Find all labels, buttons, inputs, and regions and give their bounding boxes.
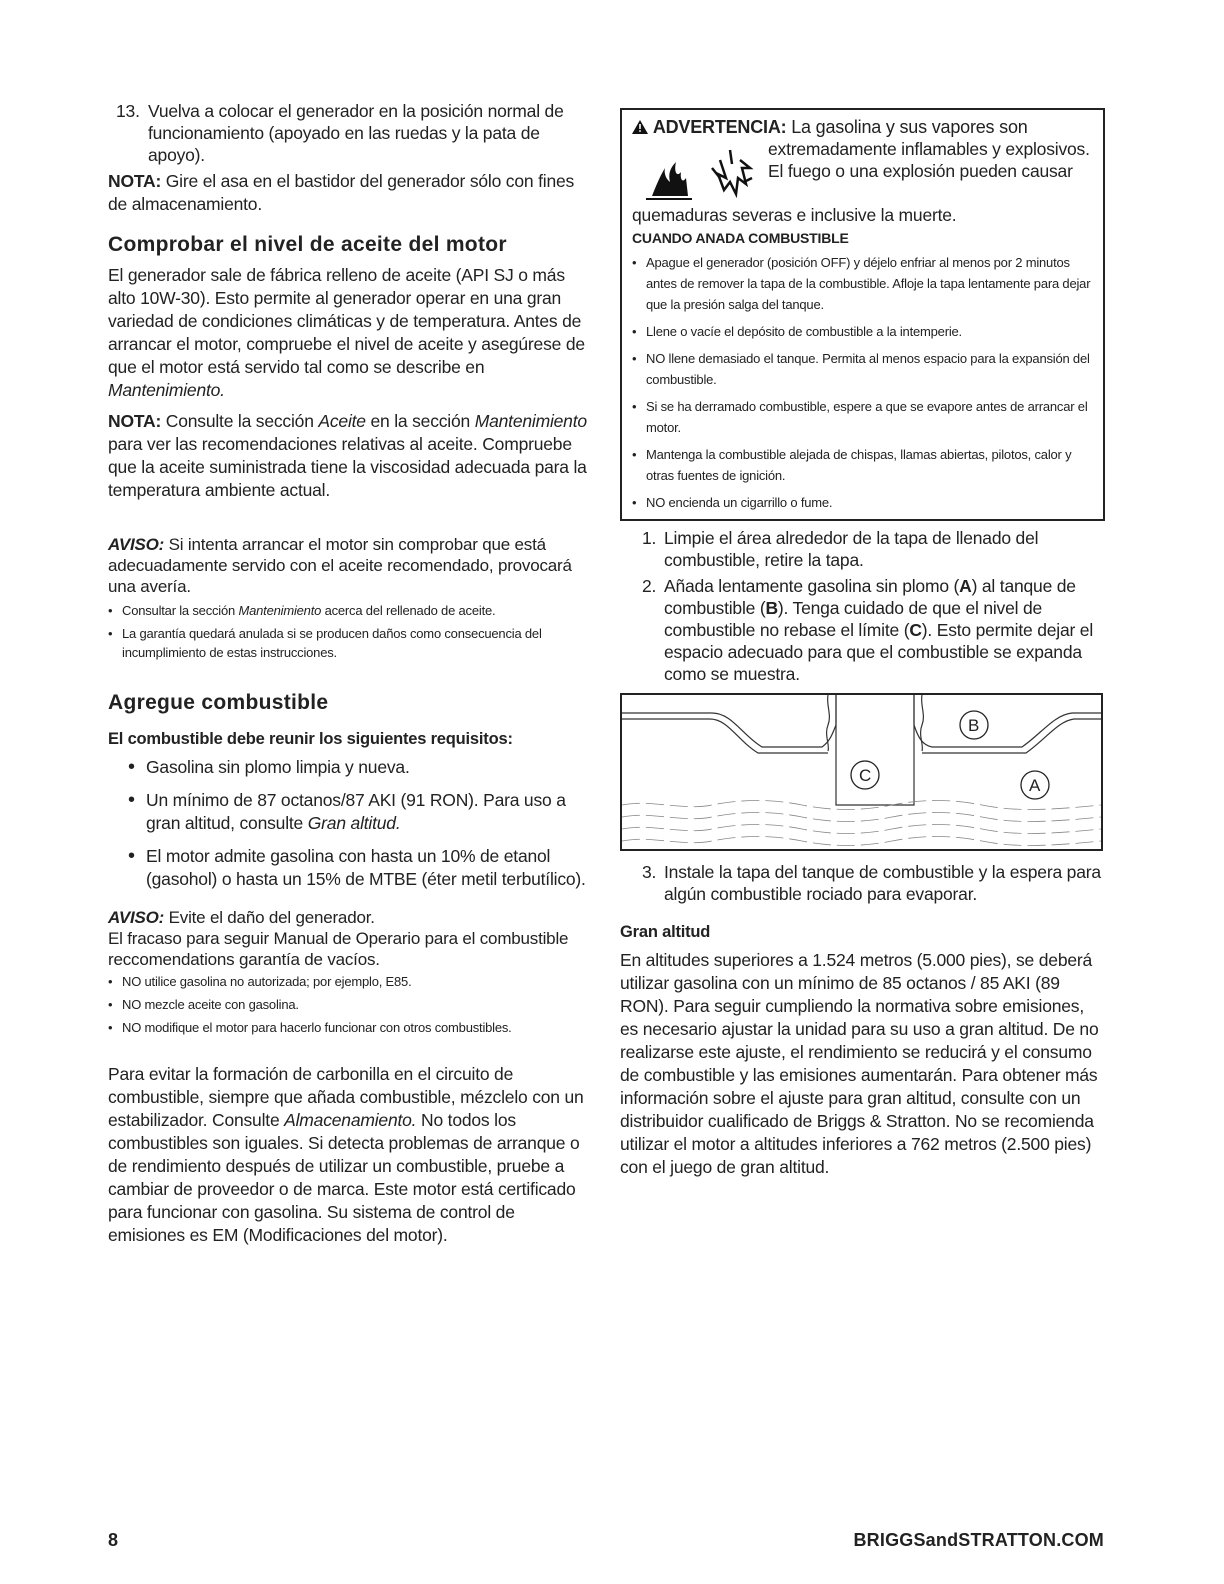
step-2	[620, 575, 1103, 685]
aviso-body: Evite el daño del generador.	[164, 908, 375, 927]
requirement-item: • Gasolina sin plomo limpia y nueva.	[108, 756, 590, 779]
warning-item: • Mantenga la combustible alejada de chispas, llamas abiertas, pilotos, calor y otras fuentes de ignición.	[632, 444, 1093, 486]
aviso-fuel-text-2: El fracaso para seguir Manual de Operario para el combustible reccomendations garantía de vacíos.	[108, 929, 569, 969]
nota-label: NOTA:	[108, 171, 162, 191]
aviso-oil-text	[108, 534, 590, 597]
label-b: B	[765, 598, 778, 618]
requirement-item: • El motor admite gasolina con hasta un 10% de etanol (gasohol) o hasta un 15% de MTBE (éter metil terbutílico).	[108, 845, 590, 891]
oil-paragraph-ref: Mantenimiento.	[108, 380, 225, 400]
heading-high-altitude: Gran altitud	[620, 923, 711, 941]
website-footer: BRIGGSandSTRATTON.COM	[853, 1530, 1104, 1550]
step-number: 1.	[642, 528, 657, 548]
warning-list	[632, 252, 1093, 513]
warning-title: ADVERTENCIA:	[652, 117, 787, 137]
nota-text: Gire el asa en el bastidor del generador sólo con fines de almacenamiento.	[108, 171, 575, 214]
aviso-bullet: • NO mezcle aceite con gasolina.	[108, 995, 590, 1014]
warning-flame-row	[632, 138, 1093, 204]
fire-hazard-icons	[632, 138, 768, 204]
step-text-1: Añada lentamente gasolina sin plomo (	[664, 576, 960, 596]
step-text: Limpie el área alrededor de la tapa de llenado del combustible, retire la tapa.	[664, 528, 1039, 570]
warning-title-text: La gasolina y sus vapores son	[786, 117, 1028, 137]
step-text: Vuelva a colocar el generador en la posición normal de funcionamiento (apoyado en las ruedas y la pata de apoyo).	[148, 101, 564, 165]
aviso-bullet-ref: Mantenimiento	[238, 603, 322, 618]
nota-1	[108, 170, 590, 216]
aviso-fuel	[108, 907, 590, 1037]
aviso-oil	[108, 534, 590, 662]
warning-box	[620, 108, 1105, 521]
step-number: 13.	[116, 101, 140, 121]
warning-subheading: CUANDO ANADA COMBUSTIBLE	[632, 230, 849, 246]
aviso-fuel-bullets	[108, 972, 590, 1037]
step-text: Instale la tapa del tanque de combustible y la espera para algún combustible rociado para evaporar.	[664, 862, 1101, 904]
nota-label: NOTA:	[108, 411, 162, 431]
nota-text-3: para ver las recomendaciones relativas al aceite. Compruebe que la aceite suministrada tiene la viscosidad adecuada para la temperatura ambiente actual.	[108, 434, 587, 500]
fuel-requirements-heading: El combustible debe reunir los siguientes requisitos:	[108, 730, 513, 748]
requirement-ref: Gran altitud.	[307, 813, 401, 833]
warning-line-4: quemaduras severas e inclusive la muerte.	[632, 205, 957, 225]
requirement-item	[108, 789, 590, 835]
fuel-requirements-list	[108, 756, 590, 891]
step-number: 3.	[642, 862, 657, 882]
step-text-3: ). Tenga cuidado de que el nivel de combustible no rebase el límite (	[664, 598, 1043, 640]
stabilizer-paragraph	[108, 1063, 590, 1247]
altitude-paragraph: En altitudes superiores a 1.524 metros (5.000 pies), se deberá utilizar gasolina con un mínimo de 85 octanos / 85 AKI (89 RON). Para seguir cumpliendo la normativa sobre emisiones, es necesario ajustar la unidad para su uso a gran altitud. De no realizarse este ajuste, el rendimiento se reducirá y el consumo de combustible y las emisiones aumentarán. Para obtener más información sobre el ajuste para gran altitud, consulte con un distribuidor cualificado de Briggs & Stratton. No se recomienda utilizar el motor a altitudes inferiores a 762 metros (2.500 pies) con el juego de gran altitud.	[620, 950, 1099, 1177]
step-3	[620, 861, 1103, 905]
step-1	[620, 527, 1103, 571]
warning-item: • Llene o vacíe el depósito de combustible a la intemperie.	[632, 321, 1093, 342]
warning-item: • NO llene demasiado el tanque. Permita al menos espacio para la expansión del combustible.	[632, 348, 1093, 390]
warning-item: • Si se ha derramado combustible, espere a que se evapore antes de arrancar el motor.	[632, 396, 1093, 438]
fuel-tank-diagram	[620, 693, 1103, 851]
aviso-bullet: • NO modifique el motor para hacerlo funcionar con otros combustibles.	[108, 1018, 590, 1037]
step-13	[108, 100, 590, 166]
explosion-icon	[712, 150, 752, 194]
label-a: A	[959, 576, 972, 596]
fire-icon	[646, 162, 692, 200]
aviso-label: AVISO:	[108, 535, 165, 554]
nota-text-2: en la sección	[365, 411, 475, 431]
stabilizer-ref: Almacenamiento.	[284, 1110, 417, 1130]
aviso-bullet-post: acerca del rellenado de aceite.	[321, 603, 496, 618]
aviso-oil-bullets	[108, 601, 590, 662]
left-column	[108, 100, 590, 1247]
warning-item: • NO encienda un cigarrillo o fume.	[632, 492, 1093, 513]
aviso-fuel-text	[108, 907, 590, 928]
stabilizer-text-2: No todos los combustibles son iguales. Si detecta problemas de arranque o de rendimiento después de utilizar un combustible, pruebe a cambiar de proveedor o de marca. Este motor está certificado para funcionar con gasolina. Su sistema de control de emisiones es EM (Modificaciones del motor).	[108, 1110, 580, 1245]
aviso-bullet	[108, 601, 590, 620]
step-text-2: ) al tanque de combustible (	[664, 576, 1076, 618]
heading-oil-level: Comprobar el nivel de aceite del motor	[108, 233, 507, 256]
callout-label-a: A	[1029, 776, 1041, 795]
step-number: 2.	[642, 576, 657, 596]
nota-ref-1: Aceite	[318, 411, 366, 431]
warning-triangle-icon	[632, 117, 653, 137]
warning-header	[632, 116, 1093, 138]
right-column	[620, 108, 1103, 1179]
warning-line-3: El fuego o una explosión pueden causar	[768, 161, 1073, 181]
fuel-steps	[620, 527, 1103, 685]
page-number: 8	[108, 1530, 119, 1550]
warning-line-2: extremadamente inflamables y explosivos.	[768, 139, 1090, 159]
oil-paragraph	[108, 264, 590, 402]
heading-add-fuel: Agregue combustible	[108, 691, 329, 714]
label-c: C	[909, 620, 922, 640]
warning-flame-text	[768, 138, 1090, 182]
nota-2	[108, 410, 590, 502]
aviso-label: AVISO:	[108, 908, 165, 927]
aviso-bullet: • NO utilice gasolina no autorizada; por ejemplo, E85.	[108, 972, 590, 991]
stabilizer-text-1: Para evitar la formación de carbonilla en el circuito de combustible, siempre que añada combustible, mézclelo con un estabilizador. Consulte	[108, 1064, 584, 1130]
warning-item: • Apague el generador (posición OFF) y déjelo enfriar al menos por 2 minutos antes de remover la tapa de la combustible. Afloje la tapa lentamente para dejar que la presión salga del tanque.	[632, 252, 1093, 315]
aviso-bullet-pre: Consultar la sección	[122, 603, 239, 618]
oil-paragraph-text: El generador sale de fábrica relleno de aceite (API SJ o más alto 10W-30). Esto permite al generador operar en una gran variedad de condiciones climáticas y de temperatura. Antes de arrancar el motor, compruebe el nivel de aceite y asegúrese de que el motor está servido tal como se describe en	[108, 265, 585, 377]
callout-label-c: C	[859, 766, 872, 785]
step-text-4: ). Esto permite dejar el espacio adecuado para que el combustible se expanda como se muestra.	[664, 620, 1094, 684]
aviso-bullet: • La garantía quedará anulada si se producen daños como consecuencia del incumplimiento de estas instrucciones.	[108, 624, 590, 662]
aviso-body: Si intenta arrancar el motor sin comprobar que está adecuadamente servido con el aceite recomendado, provocará una avería.	[108, 535, 572, 596]
nota-text-1: Consulte la sección	[161, 411, 319, 431]
requirement-text: Un mínimo de 87 octanos/87 AKI (91 RON). Para uso a gran altitud, consulte	[146, 790, 566, 833]
callout-label-b: B	[968, 716, 980, 735]
nota-ref-2: Mantenimiento	[474, 411, 587, 431]
